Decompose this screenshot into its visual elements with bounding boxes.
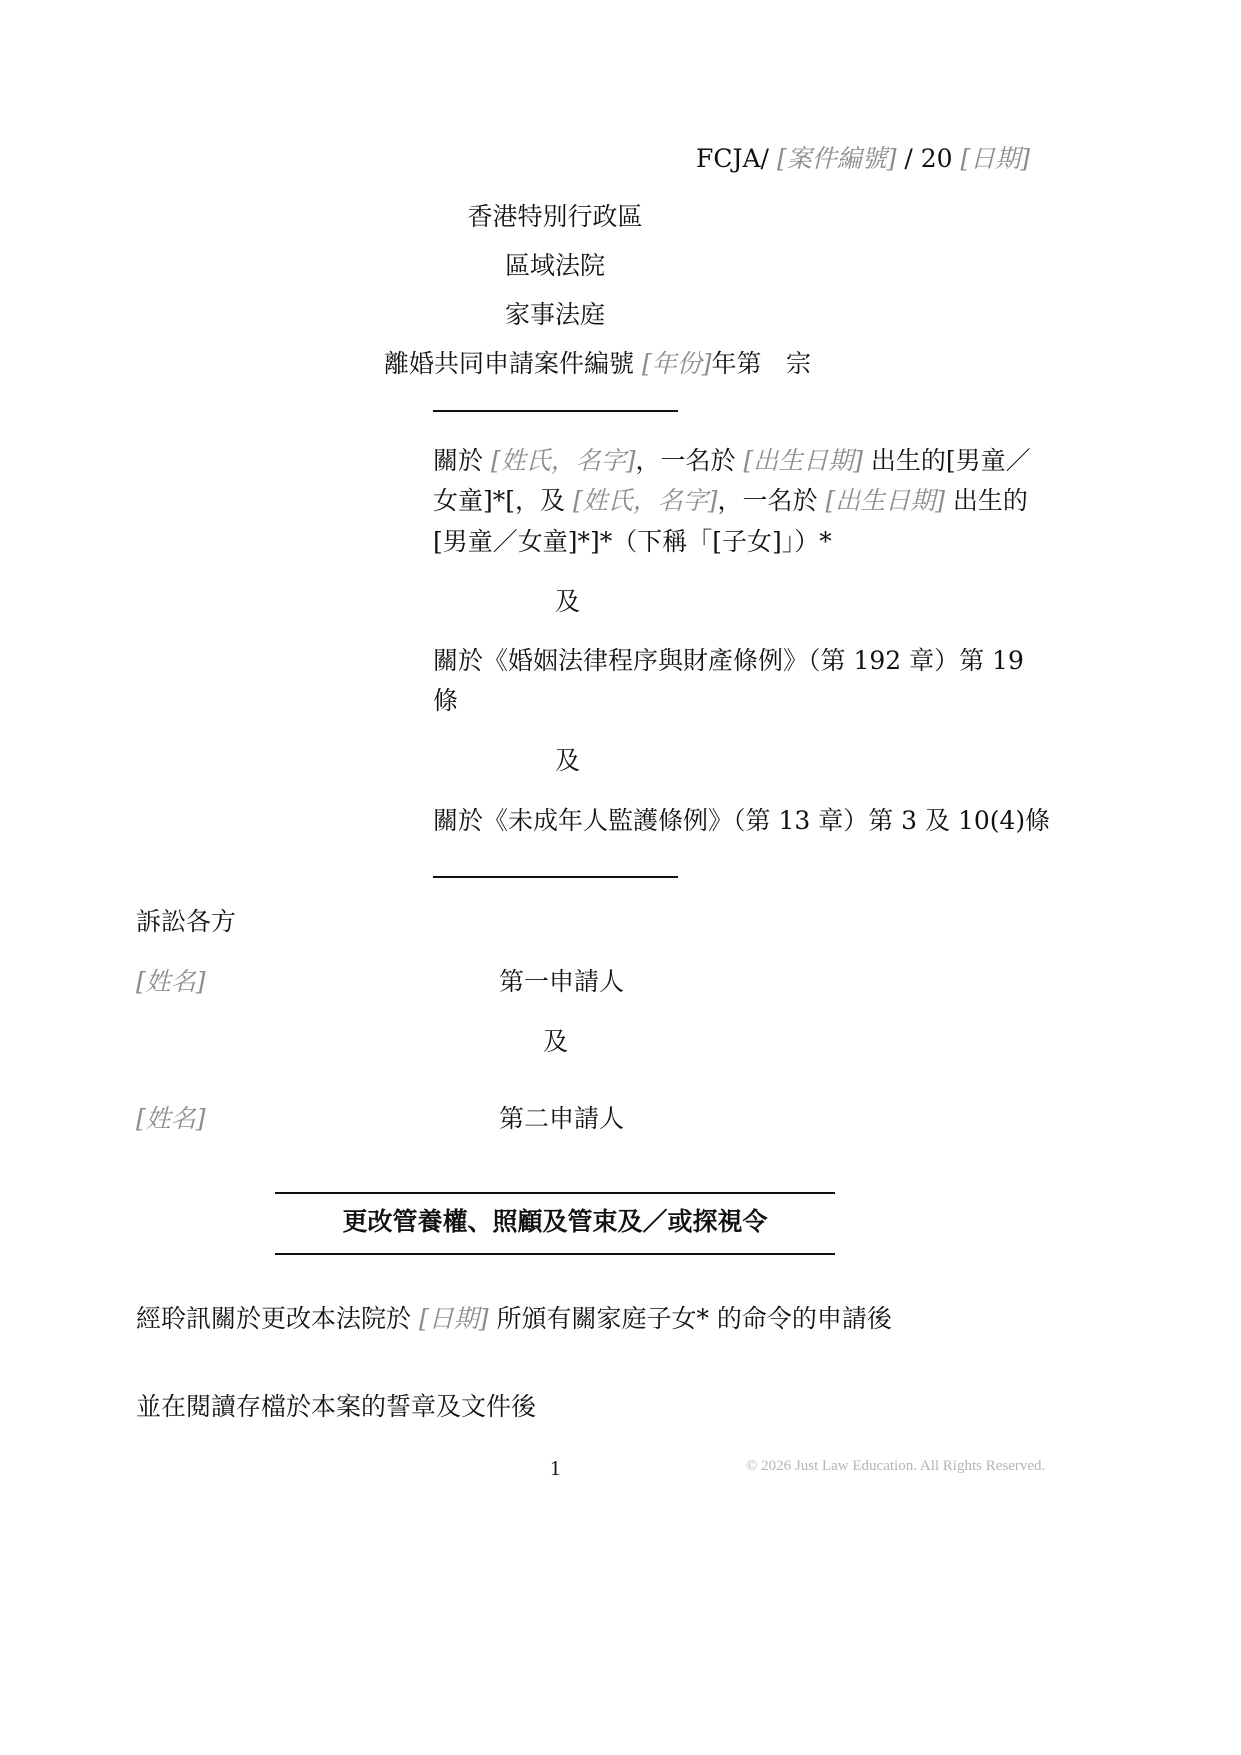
copyright-notice: © 2026 Just Law Education. All Rights Reserved. bbox=[746, 1458, 1046, 1474]
text-segment: ，一名於 bbox=[635, 446, 736, 475]
and-conjunction: 及 bbox=[543, 1027, 569, 1056]
ordinance-192-line-2: 條 bbox=[433, 686, 459, 715]
ordinance-13: 關於《未成年人監護條例》（第 13 章）第 3 及 10(4)條 bbox=[433, 806, 1051, 835]
text-segment: 經聆訊關於更改本法院於 bbox=[136, 1304, 412, 1333]
text-segment: 出生的 bbox=[952, 486, 1028, 515]
recital-affidavits: 並在閱讀存檔於本案的誓章及文件後 bbox=[136, 1392, 537, 1421]
title-bottom-rule bbox=[275, 1253, 835, 1255]
children-line-1 bbox=[433, 446, 1031, 476]
order-title: 更改管養權、照顧及管束及／或探視令 bbox=[342, 1207, 768, 1236]
text-segment: 女童]*[，及 bbox=[433, 486, 566, 515]
divider-rule bbox=[433, 410, 678, 412]
case-date-placeholder[interactable]: [日期] bbox=[960, 144, 1031, 173]
order-date-placeholder[interactable]: [日期] bbox=[418, 1304, 489, 1333]
children-line-3: [男童／女童]*]*（下稱「[子女]」）* bbox=[433, 527, 832, 556]
second-applicant-role: 第二申請人 bbox=[499, 1104, 625, 1133]
ordinance-192-line-1: 關於《婚姻法律程序與財產條例》（第 192 章）第 19 bbox=[433, 646, 1024, 675]
case-ref-prefix: FCJA/ bbox=[696, 144, 769, 173]
case-number-suffix: 宗 bbox=[786, 349, 812, 378]
court-division: 家事法庭 bbox=[504, 300, 605, 329]
and-conjunction: 及 bbox=[555, 587, 581, 616]
text-segment: 所頒有關家庭子女* 的命令的申請後 bbox=[496, 1304, 892, 1333]
first-applicant-name-placeholder[interactable]: [姓名] bbox=[136, 967, 206, 996]
child2-dob-placeholder[interactable]: [出生日期] bbox=[825, 486, 945, 515]
child1-name-placeholder[interactable]: [姓氏，名字] bbox=[490, 446, 636, 475]
year-suffix: 年第 bbox=[711, 349, 762, 378]
children-line-2 bbox=[433, 486, 1028, 516]
title-top-rule bbox=[275, 1192, 835, 1194]
case-number-prefix: 離婚共同申請案件編號 bbox=[384, 349, 635, 378]
first-applicant-role: 第一申請人 bbox=[499, 967, 625, 996]
recital-hearing bbox=[136, 1304, 892, 1334]
case-reference bbox=[696, 144, 1030, 174]
divider-rule bbox=[433, 876, 678, 878]
parties-heading: 訴訟各方 bbox=[136, 907, 237, 936]
page-number: 1 bbox=[550, 1456, 561, 1480]
joint-divorce-case-number bbox=[384, 349, 762, 379]
text-segment: 出生的[男童／ bbox=[870, 446, 1031, 475]
case-number-placeholder[interactable]: [案件編號] bbox=[776, 144, 897, 173]
second-applicant-name-placeholder[interactable]: [姓名] bbox=[136, 1104, 206, 1133]
case-ref-middle: / 20 bbox=[904, 144, 953, 173]
text-segment: ，一名於 bbox=[717, 486, 818, 515]
and-conjunction: 及 bbox=[555, 746, 581, 775]
year-placeholder[interactable]: [年份] bbox=[641, 349, 712, 378]
court-region: 香港特別行政區 bbox=[467, 202, 643, 231]
text-segment: 關於 bbox=[433, 446, 484, 475]
child1-dob-placeholder[interactable]: [出生日期] bbox=[743, 446, 863, 475]
court-name: 區域法院 bbox=[504, 251, 605, 280]
child2-name-placeholder[interactable]: [姓氏，名字] bbox=[572, 486, 718, 515]
